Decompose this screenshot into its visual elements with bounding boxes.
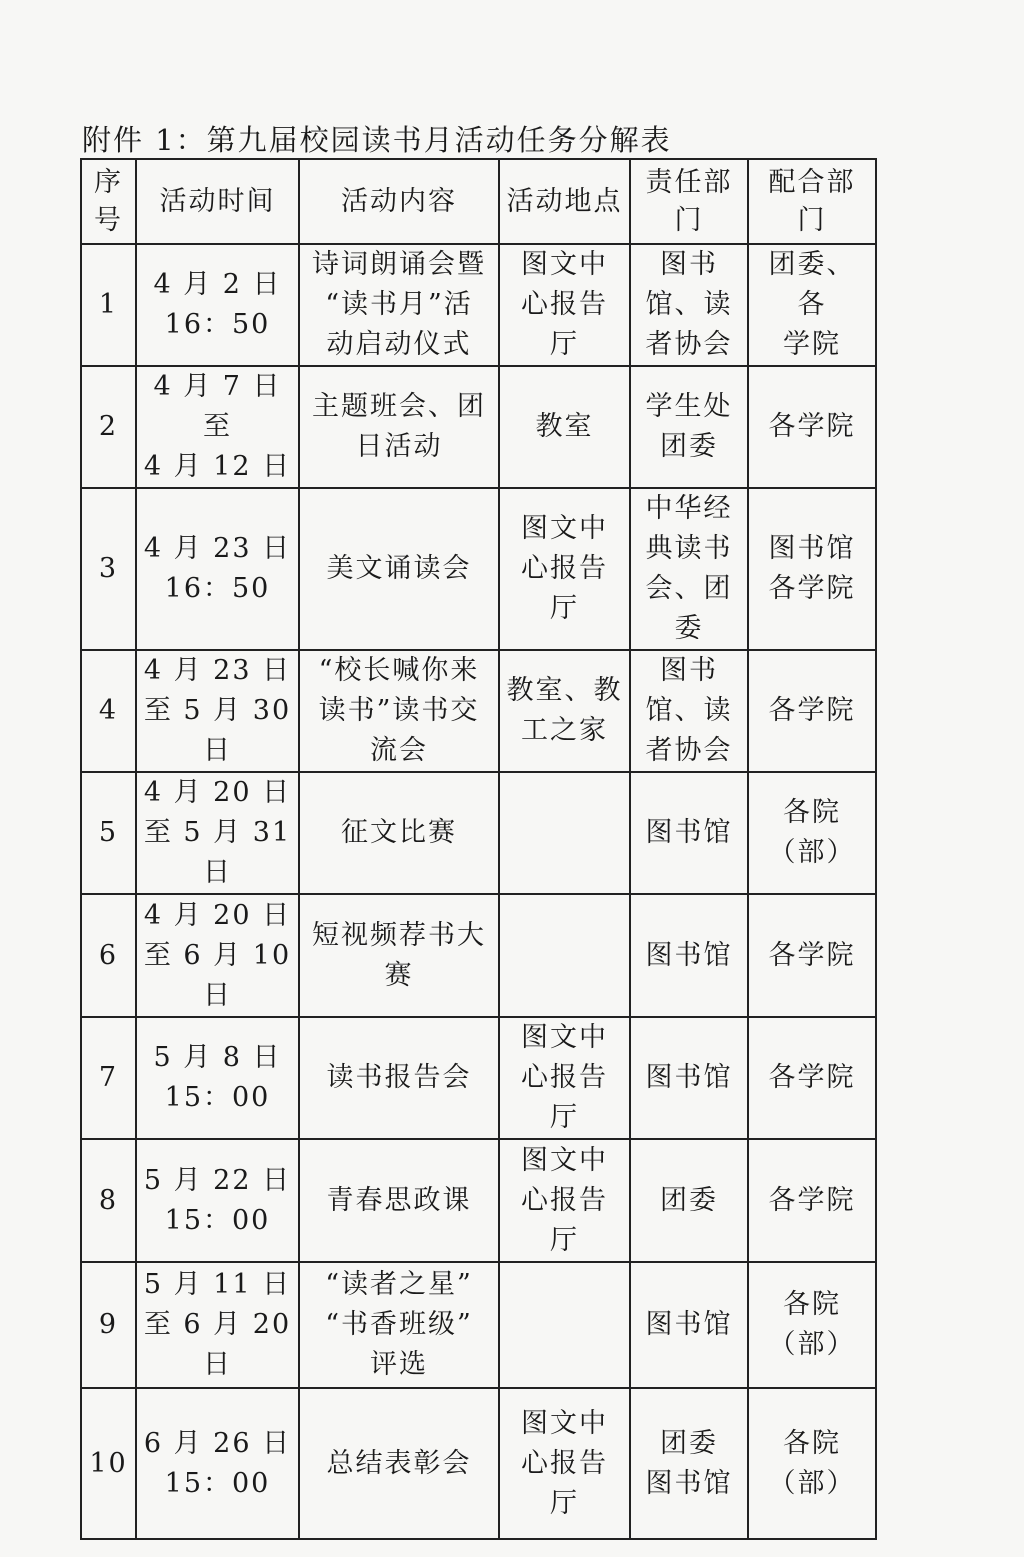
cell-line: 日 — [203, 979, 232, 1011]
table-row — [81, 1139, 876, 1262]
cell-line: 16：50 — [164, 573, 271, 604]
cell-seq: 2 — [81, 366, 136, 488]
cell-content — [299, 244, 499, 366]
cell-line: 4 月 2 日 — [153, 269, 282, 300]
cell-content — [299, 772, 499, 894]
cell-cooperating — [748, 1017, 876, 1139]
cell-line: 馆、读 — [645, 289, 733, 320]
cell-line: 15：00 — [164, 1082, 271, 1113]
cell-location — [499, 488, 630, 650]
cell-line: 心报告 — [521, 1062, 608, 1093]
cell-location — [499, 650, 630, 772]
cell-line: 短视频荐书大 — [312, 919, 486, 951]
cell-time — [136, 894, 299, 1017]
cell-seq: 8 — [81, 1139, 136, 1262]
cell-line: 典读书 — [645, 533, 733, 564]
cell-line: 各学院 — [768, 573, 856, 604]
cell-line: 图书馆 — [645, 817, 733, 848]
cell-line: 图文中 — [521, 1144, 608, 1176]
cell-time — [136, 366, 299, 488]
cell-content — [299, 1388, 499, 1539]
table-row — [81, 488, 876, 650]
cell-cooperating — [748, 1388, 876, 1539]
cell-line: 各院 — [783, 797, 841, 828]
table-row — [81, 650, 876, 772]
cell-cooperating — [748, 1139, 876, 1262]
cell-line: 地点 — [564, 185, 623, 217]
cell-cooperating — [748, 488, 876, 650]
cell-line: 厅 — [550, 1102, 579, 1133]
cell-line: 团委 — [660, 1427, 718, 1459]
cell-line: 15：00 — [164, 1467, 271, 1499]
cell-line: 厅 — [550, 329, 579, 360]
cell-line: 日活动 — [355, 431, 443, 462]
cell-time — [136, 1388, 299, 1539]
cell-seq: 1 — [81, 244, 136, 366]
cell-line: 至 5 月 30 — [143, 695, 292, 726]
cell-line: 15：00 — [164, 1204, 271, 1236]
cell-line: 厅 — [550, 593, 579, 624]
cell-line: 图书馆 — [645, 1062, 733, 1093]
cell-time — [136, 650, 299, 772]
cell-line: 部门 — [674, 166, 733, 236]
table-row — [81, 772, 876, 894]
table-row — [81, 244, 876, 366]
header-location — [499, 159, 630, 244]
cell-line: 图文中 — [521, 1022, 608, 1053]
cell-seq: 5 — [81, 772, 136, 894]
cell-line: 主题班会、团 — [312, 391, 486, 422]
cell-line: 心报告 — [521, 289, 608, 320]
cell-line: 至 5 月 31 — [143, 817, 292, 848]
cell-line: 序 — [94, 166, 123, 198]
cell-location — [499, 1388, 630, 1539]
cell-line: 日 — [203, 735, 232, 766]
cell-line: 团委 — [660, 431, 718, 462]
cell-time — [136, 1017, 299, 1139]
cell-line: 图书馆 — [645, 939, 733, 971]
cell-cooperating — [748, 244, 876, 366]
cell-line: “读书月”活 — [325, 289, 473, 320]
cell-line: 学生处 — [645, 391, 733, 422]
cell-line: 流会 — [370, 735, 428, 766]
cell-line: 5 月 11 日 — [143, 1269, 292, 1300]
cell-cooperating — [748, 650, 876, 772]
cell-responsible — [630, 244, 748, 366]
cell-responsible — [630, 894, 748, 1017]
cell-line: 读书报告会 — [326, 1062, 472, 1093]
cell-line: 4 月 12 日 — [143, 451, 292, 482]
cell-seq: 10 — [81, 1388, 136, 1539]
task-table — [80, 158, 877, 1540]
header-responsible — [630, 159, 748, 244]
header-content — [299, 159, 499, 244]
cell-line: 者协会 — [645, 329, 733, 360]
cell-responsible — [630, 1262, 748, 1388]
header-cooperating — [748, 159, 876, 244]
cell-line: 各学院 — [768, 411, 856, 442]
cell-content — [299, 1017, 499, 1139]
cell-responsible — [630, 1139, 748, 1262]
cell-time — [136, 488, 299, 650]
cell-line: 4 月 23 日 — [143, 655, 292, 686]
cell-seq: 4 — [81, 650, 136, 772]
cell-cooperating — [748, 366, 876, 488]
cell-line: 5 月 8 日 — [153, 1042, 282, 1073]
cell-line: 4 月 20 日 — [143, 899, 292, 931]
cell-location — [499, 244, 630, 366]
cell-line: 日 — [203, 857, 232, 888]
cell-line: 诗词朗诵会暨 — [312, 249, 486, 280]
cell-line: 5 月 22 日 — [143, 1164, 292, 1196]
cell-content — [299, 366, 499, 488]
cell-responsible — [630, 366, 748, 488]
cell-content — [299, 650, 499, 772]
cell-content — [299, 894, 499, 1017]
cell-line: 号 — [94, 204, 123, 236]
cell-responsible — [630, 1017, 748, 1139]
table-row — [81, 894, 876, 1017]
cell-line: 活动时间 — [159, 185, 276, 217]
cell-line: 委 — [674, 613, 704, 644]
page-title: 附件 1：第九届校园读书月活动任务分解表 — [82, 123, 672, 157]
cell-line: 各学院 — [768, 939, 856, 971]
cell-line: 心报告 — [521, 1447, 608, 1479]
table-row — [81, 366, 876, 488]
cell-line: “校长喊你来 — [318, 655, 480, 686]
cell-responsible — [630, 772, 748, 894]
cell-line: 动启动仪式 — [326, 329, 472, 360]
cell-location — [499, 366, 630, 488]
cell-line: 厅 — [550, 1224, 579, 1256]
cell-line: 征文比赛 — [341, 817, 457, 848]
cell-line: 活动内容 — [341, 185, 457, 217]
cell-line: 厅 — [550, 1487, 579, 1519]
cell-line: 评选 — [370, 1349, 428, 1380]
cell-line: 4 月 23 日 — [143, 533, 292, 564]
cell-line: 美文诵读会 — [326, 553, 472, 584]
cell-line: 教室、教 — [506, 675, 623, 706]
cell-location — [499, 1017, 630, 1139]
cell-seq: 9 — [81, 1262, 136, 1388]
header-row — [81, 159, 876, 244]
cell-line: 学院 — [783, 329, 841, 360]
cell-line: 图文中 — [521, 1407, 608, 1439]
cell-responsible — [630, 488, 748, 650]
cell-line: 部门 — [797, 166, 856, 236]
cell-line: 各院 — [783, 1427, 841, 1459]
cell-content — [299, 488, 499, 650]
cell-line: 团委 — [660, 1184, 718, 1216]
cell-line: （部） — [768, 1467, 856, 1499]
cell-line: 会、团 — [645, 573, 733, 604]
cell-line: 赛 — [384, 959, 414, 991]
cell-location — [499, 772, 630, 894]
cell-line: 至 6 月 10 — [143, 939, 292, 971]
cell-line: 至 6 月 20 — [143, 1309, 292, 1340]
cell-line: “书香班级” — [325, 1309, 473, 1340]
cell-line: 4 月 7 日至 — [153, 371, 282, 442]
cell-responsible — [630, 650, 748, 772]
cell-line: 者协会 — [645, 735, 733, 766]
cell-responsible — [630, 1388, 748, 1539]
cell-location — [499, 894, 630, 1017]
cell-line: 馆、读 — [645, 695, 733, 726]
cell-line: 6 月 26 日 — [143, 1427, 292, 1459]
cell-line: 图文中 — [521, 249, 608, 280]
cell-line: 配合 — [768, 166, 827, 198]
cell-seq: 7 — [81, 1017, 136, 1139]
cell-line: 16：50 — [164, 309, 271, 340]
cell-line: 教室 — [535, 411, 594, 442]
cell-line: 图文中 — [521, 513, 608, 544]
cell-line: 中华经 — [645, 493, 733, 524]
cell-line: 各学院 — [768, 1062, 856, 1093]
header-seq — [81, 159, 136, 244]
cell-line: 工之家 — [521, 715, 608, 746]
cell-seq: 6 — [81, 894, 136, 1017]
cell-line: “读者之星” — [325, 1269, 473, 1300]
cell-line: 心报告 — [521, 553, 608, 584]
cell-line: 青春思政课 — [326, 1184, 472, 1216]
cell-location — [499, 1262, 630, 1388]
cell-cooperating — [748, 772, 876, 894]
table-row — [81, 1017, 876, 1139]
cell-line: （部） — [768, 837, 856, 868]
cell-location — [499, 1139, 630, 1262]
cell-line: 团委、各 — [768, 249, 856, 320]
cell-line: 图书 — [660, 249, 718, 280]
cell-line: 责任 — [645, 166, 704, 198]
cell-line: 日 — [203, 1349, 232, 1380]
table-row — [81, 1262, 876, 1388]
cell-seq: 3 — [81, 488, 136, 650]
cell-line: 4 月 20 日 — [143, 777, 292, 808]
cell-time — [136, 244, 299, 366]
table-row — [81, 1388, 876, 1539]
cell-line: 活动 — [506, 185, 565, 217]
cell-line: 心报告 — [521, 1184, 608, 1216]
cell-line: （部） — [768, 1329, 856, 1360]
header-time — [136, 159, 299, 244]
cell-line: 各学院 — [768, 695, 856, 726]
cell-line: 图书 — [660, 655, 718, 686]
cell-line: 图书馆 — [768, 533, 856, 564]
cell-line: 各院 — [783, 1289, 841, 1320]
cell-line: 总结表彰会 — [326, 1447, 472, 1479]
cell-content — [299, 1139, 499, 1262]
cell-cooperating — [748, 894, 876, 1017]
cell-cooperating — [748, 1262, 876, 1388]
cell-time — [136, 1139, 299, 1262]
cell-time — [136, 1262, 299, 1388]
cell-content — [299, 1262, 499, 1388]
cell-line: 读书”读书交 — [318, 695, 480, 726]
cell-line: 图书馆 — [645, 1467, 733, 1499]
cell-line: 各学院 — [768, 1184, 856, 1216]
cell-time — [136, 772, 299, 894]
cell-line: 图书馆 — [645, 1309, 733, 1340]
